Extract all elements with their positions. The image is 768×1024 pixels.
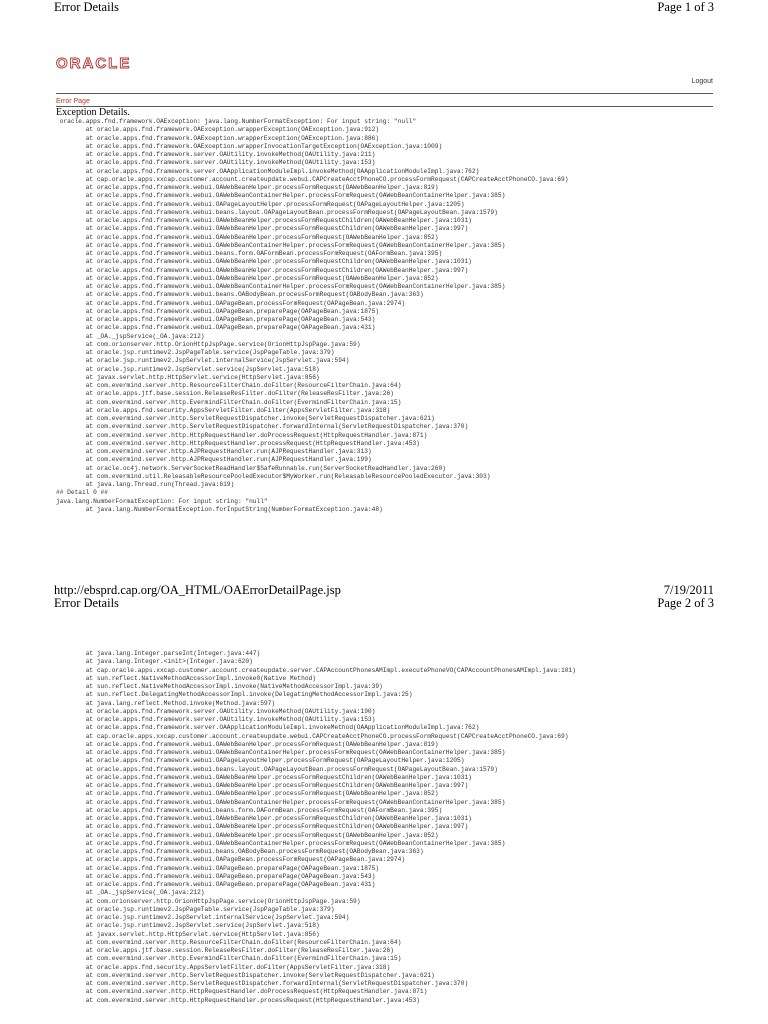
trace2-line: at com.evermind.server.http.ServletRequestDispatcher.forwardInternal(ServletRequestDispatcher.java:370) (56, 980, 469, 987)
trace2-line: at javax.servlet.http.HttpServlet.service(HttpServlet.java:856) (56, 930, 320, 938)
trace-line: at oracle.apps.fnd.framework.webui.OAWebBeanContainerHelper.processFormRequest(OAWebBeanContainerHelper.java:385) (56, 241, 506, 249)
trace-line: at oracle.apps.fnd.framework.server.OAUtility.invokeMethod(OAUtility.java:211) (56, 151, 376, 158)
oracle-logo (56, 56, 148, 70)
trace2-line: at java.lang.reflect.Method.invoke(Method.java:597) (56, 699, 276, 707)
title-divider (56, 106, 713, 107)
trace-line: at oracle.apps.fnd.framework.OAException.wrapperException(OAException.java:912) (56, 126, 380, 134)
trace-line: at java.lang.Thread.run(Thread.java:619) (56, 481, 235, 488)
trace2-line: at com.evermind.server.http.HttpRequestHandler.doProcessRequest(HttpRequestHandler.java:871) (56, 988, 428, 996)
trace-line: at oracle.jsp.runtimev2.JspServlet.service(JspServlet.java:518) (56, 365, 320, 373)
trace-line: at oracle.apps.fnd.framework.webui.OAWebBeanHelper.processFormRequestChildren(OAWebBeanHelper.java:1031) (56, 258, 472, 266)
trace2-line: at oracle.apps.jtf.base.session.ReleaseResFilter.doFilter(ReleaseResFilter.java:26) (56, 947, 394, 954)
print-date: 7/19/2011 (663, 583, 714, 597)
trace-line: at oracle.apps.fnd.framework.webui.OAWebBeanContainerHelper.processFormRequest(OAWebBeanContainerHelper.java:385) (56, 283, 506, 290)
trace-line: at oracle.apps.fnd.framework.webui.OAWebBeanContainerHelper.processFormRequest(OAWebBeanContainerHelper.java:385) (56, 192, 506, 200)
trace-line: at oracle.apps.fnd.framework.webui.OAWebBeanHelper.processFormRequestChildren(OAWebBeanHelper.java:997) (56, 225, 469, 233)
trace-line: at oracle.apps.jtf.base.session.ReleaseResFilter.doFilter(ReleaseResFilter.java:26) (56, 390, 394, 398)
trace2-line: at oracle.jsp.runtimev2.JspPageTable.service(JspPageTable.java:379) (56, 905, 335, 913)
trace2-line: at java.lang.Integer.<init>(Integer.java:620) (56, 658, 253, 666)
stack-trace-page1 (56, 118, 568, 514)
trace2-line: at oracle.apps.fnd.framework.webui.OAPageBean.preparePage(OAPageBean.java:543) (56, 872, 376, 880)
trace2-line: at oracle.apps.fnd.framework.webui.OAWebBeanContainerHelper.processFormRequest(OAWebBeanContainerHelper.java:385) (56, 798, 506, 806)
trace2-line: at oracle.apps.fnd.framework.webui.OAWebBeanHelper.processFormRequestChildren(OAWebBeanHelper.java:1031) (56, 815, 472, 822)
trace-line: at oracle.apps.fnd.framework.webui.OAPageBean.preparePage(OAPageBean.java:1875) (56, 307, 380, 315)
trace-line: at oracle.apps.fnd.framework.webui.OAWebBeanHelper.processFormRequest(OAWebBeanHelper.java:852) (56, 233, 439, 241)
trace-line: at oracle.apps.fnd.framework.webui.OAWebBeanHelper.processFormRequest(OAWebBeanHelper.java:852) (56, 274, 439, 282)
trace-line: at oracle.jsp.runtimev2.JspServlet.internalService(JspServlet.java:594) (56, 357, 350, 365)
trace-line: at oracle.apps.fnd.framework.webui.OAWebBeanHelper.processFormRequest(OAWebBeanHelper.java:819) (56, 184, 439, 191)
trace2-line: at sun.reflect.DelegatingMethodAccessorImpl.invoke(DelegatingMethodAccessorImpl.java:25) (56, 691, 413, 699)
trace2-line: at oracle.apps.fnd.framework.webui.OAPageBean.preparePage(OAPageBean.java:1875) (56, 864, 380, 872)
trace-line: at oracle.apps.fnd.framework.server.OAUtility.invokeMethod(OAUtility.java:153) (56, 159, 376, 167)
trace2-line: at oracle.apps.fnd.framework.webui.OAWebBeanContainerHelper.processFormRequest(OAWebBeanContainerHelper.java:385) (56, 749, 506, 756)
trace-line: at oracle.apps.fnd.framework.webui.OAWebBeanHelper.processFormRequestChildren(OAWebBeanHelper.java:997) (56, 266, 469, 274)
page-url: http://ebsprd.cap.org/OA_HTML/OAErrorDetailPage.jsp (54, 583, 341, 597)
page2-number: Page 2 of 3 (657, 596, 714, 610)
trace-line: at com.evermind.server.http.HttpRequestHandler.doProcessRequest(HttpRequestHandler.java:871) (56, 431, 428, 439)
trace2-line: at oracle.apps.fnd.framework.server.OAUtility.invokeMethod(OAUtility.java:190) (56, 707, 376, 715)
trace-line: at oracle.apps.fnd.framework.webui.beans.OABodyBean.processFormRequest(OABodyBean.java:363) (56, 291, 424, 299)
logout-link[interactable]: Logout (691, 78, 713, 85)
trace2-line: at oracle.apps.fnd.framework.webui.OAWebBeanHelper.processFormRequest(OAWebBeanHelper.java:819) (56, 740, 439, 748)
trace2-line: at oracle.apps.fnd.framework.webui.beans.layout.OAPageLayoutBean.processFormRequest(OAPageLayoutBean.java:1579) (56, 765, 498, 773)
trace-line: at _OA._jspService(_OA.java:212) (56, 332, 205, 340)
trace2-line: at oracle.jsp.runtimev2.JspServlet.internalService(JspServlet.java:594) (56, 914, 350, 921)
trace-line: at com.evermind.server.http.AJPRequestHandler.run(AJPRequestHandler.java:313) (56, 448, 372, 455)
exception-details-heading: Exception Details. (56, 107, 130, 118)
trace2-line: at oracle.apps.fnd.security.AppsServletFilter.doFilter(AppsServletFilter.java:318) (56, 963, 391, 971)
trace2-line: at com.evermind.server.http.EvermindFilterChain.doFilter(EvermindFilterChain.java:15) (56, 955, 402, 963)
trace2-line: at sun.reflect.NativeMethodAccessorImpl.invoke(NativeMethodAccessorImpl.java:39) (56, 683, 383, 690)
trace2-line: at oracle.apps.fnd.framework.webui.OAPageBean.preparePage(OAPageBean.java:431) (56, 881, 376, 888)
trace2-line: at oracle.apps.fnd.framework.server.OAUtility.invokeMethod(OAUtility.java:153) (56, 716, 376, 723)
trace2-line: at java.lang.Integer.parseInt(Integer.java:447) (56, 650, 261, 657)
trace2-line: at _OA._jspService(_OA.java:212) (56, 889, 205, 897)
trace-line: at com.orionserver.http.OrionHttpJspPage.service(OrionHttpJspPage.java:59) (56, 340, 361, 348)
trace2-line: at com.evermind.server.http.ServletRequestDispatcher.invoke(ServletRequestDispatcher.java:621) (56, 971, 435, 979)
trace2-line: at com.evermind.server.http.ResourceFilterChain.doFilter(ResourceFilterChain.java:64) (56, 938, 402, 946)
trace-line: at oracle.apps.fnd.framework.webui.OAPageLayoutHelper.processFormRequest(OAPageLayoutHelper.java:1205) (56, 200, 465, 208)
trace-line: at oracle.apps.fnd.framework.OAException.wrapperInvocationTargetException(OAException.java:1009) (56, 142, 443, 150)
trace-line: at oracle.apps.fnd.framework.OAException.wrapperException(OAException.java:886) (56, 134, 380, 142)
trace2-line: at oracle.apps.fnd.framework.server.OAApplicationModuleImpl.invokeMethod(OAApplicationModuleImpl.java:762) (56, 724, 480, 732)
trace-line: at oracle.apps.fnd.framework.server.OAApplicationModuleImpl.invokeMethod(OAApplicationModuleImpl.java:762) (56, 167, 480, 175)
trace2-line: at cap.oracle.apps.xxcap.customer.account.createupdate.server.CAPAccountPhonesAMImpl.executePhoneVO(CAPAccountPhonesAMImpl.java:101) (56, 666, 576, 674)
trace-line: at com.evermind.server.http.ServletRequestDispatcher.forwardInternal(ServletRequestDispatcher.java:370) (56, 423, 469, 431)
trace-line: oracle.apps.fnd.framework.OAException: java.lang.NumberFormatException: For input string: "null" (56, 118, 417, 125)
trace2-line: at oracle.apps.fnd.framework.webui.OAWebBeanHelper.processFormRequest(OAWebBeanHelper.java:852) (56, 831, 439, 839)
trace-line: at cap.oracle.apps.xxcap.customer.account.createupdate.webui.CAPCreateAcctPhoneCO.processFormRequest(CAPCreateAcctPhoneCO.java:69) (56, 175, 569, 183)
trace2-line: at oracle.apps.fnd.framework.webui.OAPageLayoutHelper.processFormRequest(OAPageLayoutHelper.java:1205) (56, 757, 465, 765)
trace-line: at oracle.apps.fnd.framework.webui.beans.form.OAFormBean.processFormRequest(OAFormBean.java:395) (56, 250, 443, 257)
trace-line: java.lang.NumberFormatException: For input string: "null" (56, 497, 268, 505)
trace-line: ## Detail 0 ## (56, 489, 108, 497)
trace-line: at oracle.apps.fnd.framework.webui.OAPageBean.processFormRequest(OAPageBean.java:2974) (56, 299, 406, 307)
header-divider (56, 93, 713, 94)
error-page-label: Error Page (56, 98, 90, 105)
trace2-line: at cap.oracle.apps.xxcap.customer.account.createupdate.webui.CAPCreateAcctPhoneCO.processFormRequest(CAPCreateAcctPhoneCO.java:69) (56, 732, 569, 740)
trace2-line: at oracle.apps.fnd.framework.webui.beans.OABodyBean.processFormRequest(OABodyBean.java:363) (56, 848, 424, 855)
trace2-line: at oracle.apps.fnd.framework.webui.OAWebBeanHelper.processFormRequest(OAWebBeanHelper.java:852) (56, 790, 439, 798)
trace-line: at com.evermind.server.http.ServletRequestDispatcher.invoke(ServletRequestDispatcher.java:621) (56, 415, 435, 422)
trace2-line: at oracle.apps.fnd.framework.webui.OAWebBeanContainerHelper.processFormRequest(OAWebBeanContainerHelper.java:385) (56, 839, 506, 847)
page-number: Page 1 of 3 (657, 0, 714, 14)
trace2-line: at com.orionserver.http.OrionHttpJspPage.service(OrionHttpJspPage.java:59) (56, 897, 361, 905)
trace2-line: at oracle.apps.fnd.framework.webui.OAPageBean.processFormRequest(OAPageBean.java:2974) (56, 856, 406, 864)
trace-line: at javax.servlet.http.HttpServlet.service(HttpServlet.java:856) (56, 373, 320, 381)
page-header-title: Error Details (54, 0, 119, 14)
trace-line: at oracle.apps.fnd.security.AppsServletFilter.doFilter(AppsServletFilter.java:318) (56, 406, 391, 414)
page-footer (54, 583, 714, 599)
trace-line: at java.lang.NumberFormatException.forInputString(NumberFormatException.java:48) (56, 505, 383, 513)
trace-line: at com.evermind.server.http.EvermindFilterChain.doFilter(EvermindFilterChain.java:15) (56, 398, 402, 406)
trace-line: at oracle.jsp.runtimev2.JspPageTable.service(JspPageTable.java:379) (56, 349, 335, 356)
trace-line: at com.evermind.server.http.ResourceFilterChain.doFilter(ResourceFilterChain.java:64) (56, 382, 402, 389)
trace-line: at oracle.apps.fnd.framework.webui.OAPageBean.preparePage(OAPageBean.java:431) (56, 324, 376, 332)
trace2-line: at sun.reflect.NativeMethodAccessorImpl.invoke0(Native Method) (56, 674, 316, 682)
trace2-line: at oracle.apps.fnd.framework.webui.OAWebBeanHelper.processFormRequestChildren(OAWebBeanHelper.java:1031) (56, 773, 472, 781)
trace2-line: at oracle.apps.fnd.framework.webui.OAWebBeanHelper.processFormRequestChildren(OAWebBeanHelper.java:997) (56, 823, 469, 831)
trace2-line: at com.evermind.server.http.HttpRequestHandler.processRequest(HttpRequestHandler.java:453) (56, 996, 420, 1004)
oracle-logo-text: ORACLE (56, 56, 132, 70)
page2-header-title: Error Details (54, 596, 119, 610)
trace2-line: at oracle.apps.fnd.framework.webui.OAWebBeanHelper.processFormRequestChildren(OAWebBeanHelper.java:997) (56, 782, 469, 789)
trace2-line: at oracle.jsp.runtimev2.JspServlet.service(JspServlet.java:518) (56, 922, 320, 930)
trace-line: at com.evermind.server.http.AJPRequestHandler.run(AJPRequestHandler.java:199) (56, 456, 372, 464)
trace-line: at oracle.apps.fnd.framework.webui.beans.layout.OAPageLayoutBean.processFormRequest(OAPageLayoutBean.java:1579) (56, 208, 498, 216)
stack-trace-page2 (56, 650, 576, 1005)
trace-line: at oracle.apps.fnd.framework.webui.OAPageBean.preparePage(OAPageBean.java:543) (56, 316, 376, 323)
trace-line: at com.evermind.server.http.HttpRequestHandler.processRequest(HttpRequestHandler.java:453) (56, 439, 420, 447)
trace-line: at com.evermind.util.ReleasableResourcePooledExecutor$MyWorker.run(ReleasableResourcePooledExecutor.java:303) (56, 472, 491, 480)
trace2-line: at oracle.apps.fnd.framework.webui.beans.form.OAFormBean.processFormRequest(OAFormBean.java:395) (56, 806, 443, 814)
trace-line: at oracle.oc4j.network.ServerSocketReadHandler$SafeRunnable.run(ServerSocketReadHandler.java:260) (56, 464, 446, 472)
trace-line: at oracle.apps.fnd.framework.webui.OAWebBeanHelper.processFormRequestChildren(OAWebBeanHelper.java:1031) (56, 217, 472, 224)
